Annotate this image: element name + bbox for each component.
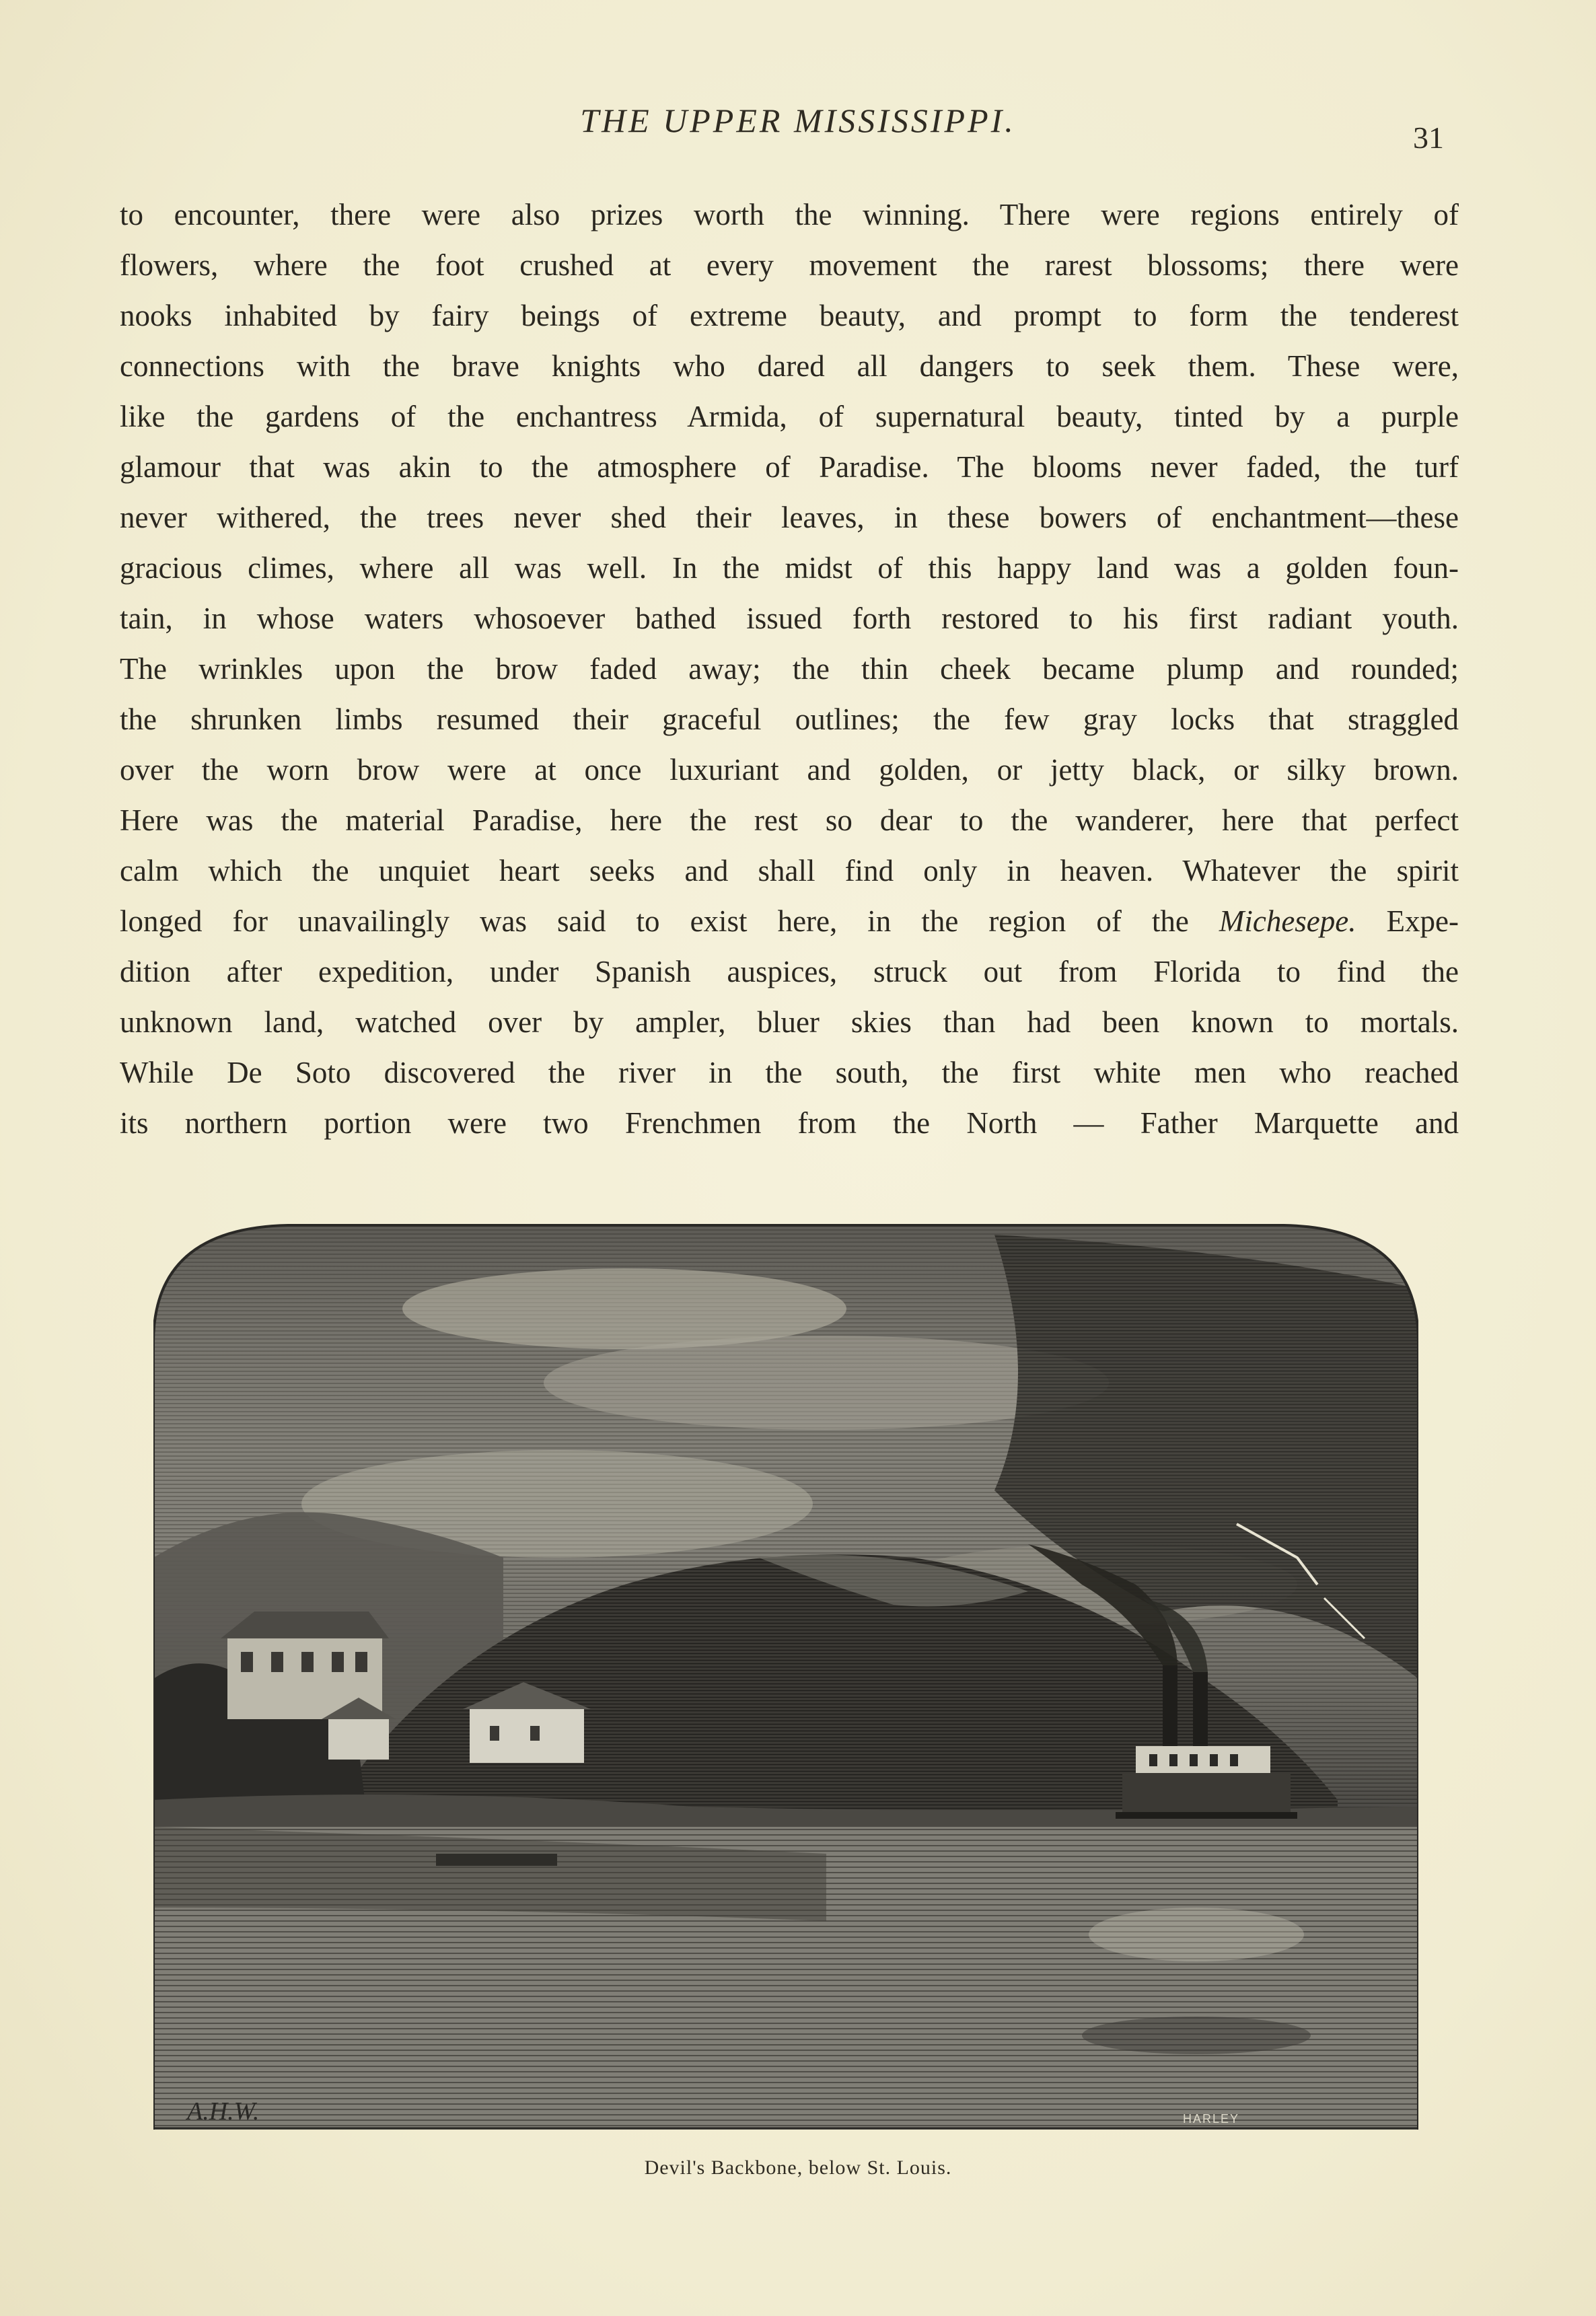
text-line: the shrunken limbs resumed their graceful outlines; the few gray locks that straggled xyxy=(120,702,1459,736)
text-line: gracious climes, where all was well. In the midst of this happy land was a golden foun- xyxy=(120,551,1459,585)
engraving-illustration xyxy=(153,1208,1418,2130)
text-line: like the gardens of the enchantress Armida, of supernatural beauty, tinted by a purple xyxy=(120,400,1459,433)
text-line: to encounter, there were also prizes worth the winning. There were regions entirely of xyxy=(120,198,1459,231)
text-line: unknown land, watched over by ampler, bluer skies than had been known to mortals. xyxy=(120,1005,1459,1039)
body-text xyxy=(120,190,1459,1149)
text-line: glamour that was akin to the atmosphere of Paradise. The blooms never faded, the turf xyxy=(120,450,1459,484)
engraver-signature: A.H.W. xyxy=(187,2097,260,2126)
text-line-mixed xyxy=(120,896,1459,947)
artist-signature: HARLEY xyxy=(1183,2112,1240,2126)
text-line: dition after expedition, under Spanish auspices, struck out from Florida to find the xyxy=(120,955,1459,988)
text-line: tain, in whose waters whosoever bathed issued forth restored to his first radiant youth. xyxy=(120,602,1459,635)
text-line: calm which the unquiet heart seeks and shall find only in heaven. Whatever the spirit xyxy=(120,854,1459,888)
page-number: 31 xyxy=(1413,120,1444,155)
text-line: While De Soto discovered the river in the south, the first white men who reached xyxy=(120,1056,1459,1089)
italic-word: Michesepe. xyxy=(1219,904,1356,938)
illustration-caption: Devil's Backbone, below St. Louis. xyxy=(644,2157,952,2179)
text-line: over the worn brow were at once luxuriant and golden, or jetty black, or silky brown. xyxy=(120,753,1459,787)
text-line: never withered, the trees never shed their leaves, in these bowers of enchantment—these xyxy=(120,501,1459,534)
text-line: Here was the material Paradise, here the rest so dear to the wanderer, here that perfect xyxy=(120,803,1459,837)
text-line: its northern portion were two Frenchmen from the North — Father Marquette and xyxy=(120,1106,1459,1140)
running-head: THE UPPER MISSISSIPPI. xyxy=(580,102,1016,139)
text-line: The wrinkles upon the brow faded away; the thin cheek became plump and rounded; xyxy=(120,652,1459,686)
text-segment: Expe- xyxy=(1386,904,1459,938)
text-line: flowers, where the foot crushed at every movement the rarest blossoms; there were xyxy=(120,248,1459,282)
text-line: nooks inhabited by fairy beings of extreme beauty, and prompt to form the tenderest xyxy=(120,299,1459,332)
text-line: connections with the brave knights who dared all dangers to seek them. These were, xyxy=(120,349,1459,383)
text-segment: longed for unavailingly was said to exist here, in the region of the xyxy=(120,904,1189,938)
